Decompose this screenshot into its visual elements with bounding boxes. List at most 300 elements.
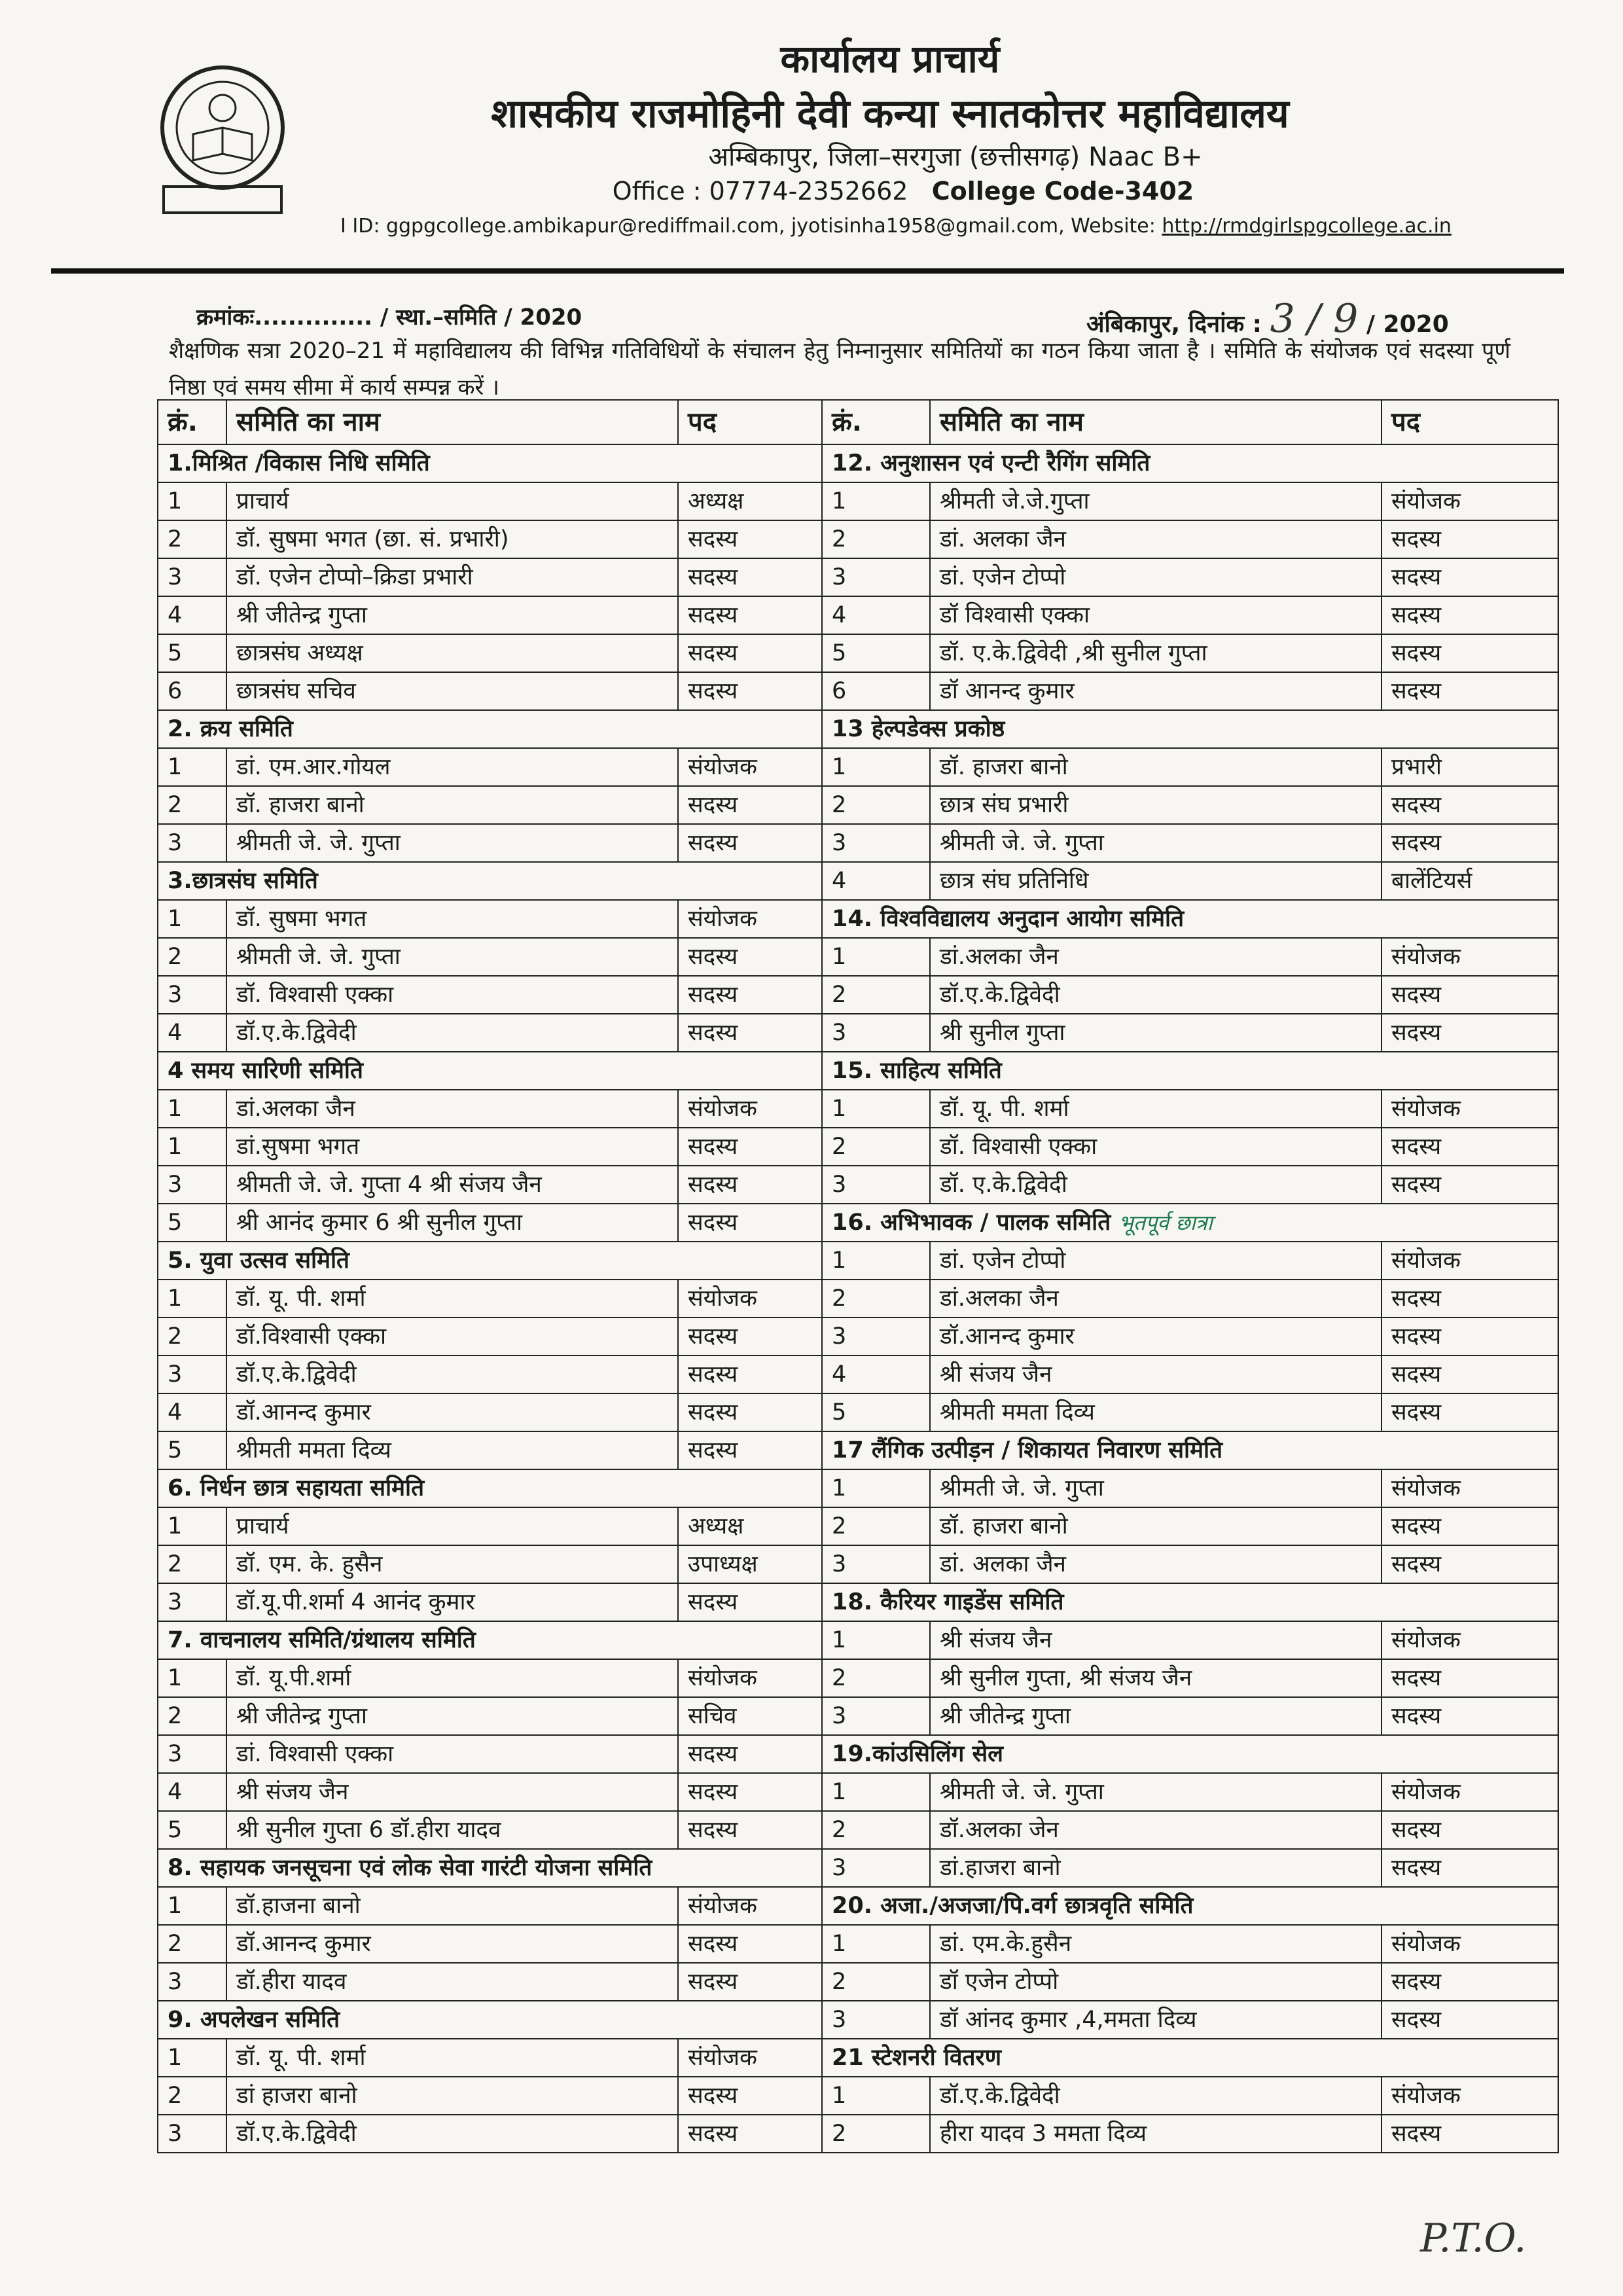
member-name-cell: डॉ विश्वासी एक्का: [930, 596, 1382, 634]
committee-title-text: 18. कैरियर गाइडेंस समिति: [832, 1589, 1064, 1615]
table-row: [158, 1507, 1558, 1545]
member-name-cell: डॉ.आनन्द कुमार: [930, 1318, 1382, 1355]
serial-cell: 5: [158, 634, 226, 672]
member-name-cell: श्रीमती जे. जे. गुप्ता: [226, 938, 678, 976]
table-row: [158, 1963, 1558, 2001]
member-name-cell: डॉ.ए.के.द्विवेदी: [226, 1355, 678, 1393]
member-name-cell: श्री सुनील गुप्ता, श्री संजय जैन: [930, 1659, 1382, 1697]
member-name-cell: डॉ. सुषमा भगत: [226, 900, 678, 938]
serial-cell: 2: [822, 1811, 930, 1849]
table-row: [158, 558, 1558, 596]
post-cell: सदस्य: [1382, 672, 1558, 710]
member-name-cell: डॉ. हाजरा बानो: [930, 748, 1382, 786]
serial-cell: 2: [822, 1280, 930, 1318]
serial-cell: 1: [822, 1242, 930, 1280]
post-cell: सदस्य: [678, 1925, 822, 1963]
post-cell: सदस्य: [1382, 2001, 1558, 2039]
post-cell: सदस्य: [678, 1318, 822, 1355]
col-post-left: पद: [678, 400, 822, 444]
serial-cell: 3: [822, 1545, 930, 1583]
committee-title: [822, 1431, 1558, 1469]
member-name-cell: छात्रसंघ अध्यक्ष: [226, 634, 678, 672]
post-cell: उपाध्यक्ष: [678, 1545, 822, 1583]
member-name-cell: श्रीमती जे.जे.गुप्ता: [930, 482, 1382, 520]
member-name-cell: डॉ. विश्वासी एक्का: [930, 1128, 1382, 1166]
member-name-cell: छात्र संघ प्रभारी: [930, 786, 1382, 824]
member-name-cell: डॉ. हाजरा बानो: [930, 1507, 1382, 1545]
post-cell: सदस्य: [678, 976, 822, 1014]
date-suffix: / 2020: [1366, 311, 1449, 338]
post-cell: सदस्य: [678, 672, 822, 710]
serial-cell: 1: [822, 938, 930, 976]
col-name-right: समिति का नाम: [930, 400, 1382, 444]
serial-cell: 2: [822, 1659, 930, 1697]
post-cell: संयोजक: [678, 748, 822, 786]
college-code: College Code-3402: [931, 177, 1194, 206]
post-cell: सदस्य: [678, 634, 822, 672]
serial-cell: 1: [158, 1090, 226, 1128]
post-cell: संयोजक: [678, 1280, 822, 1318]
member-name-cell: श्री आनंद कुमार 6 श्री सुनील गुप्ता: [226, 1204, 678, 1242]
reference-number: क्रमांकः.............. / स्था.–समिति / 2020: [196, 304, 582, 331]
member-name-cell: डां. एम.के.हुसैन: [930, 1925, 1382, 1963]
post-cell: संयोजक: [678, 1090, 822, 1128]
serial-cell: 6: [822, 672, 930, 710]
committee-table: [157, 399, 1559, 2153]
serial-cell: 1: [822, 748, 930, 786]
post-cell: सदस्य: [1382, 1507, 1558, 1545]
serial-cell: 3: [822, 1697, 930, 1735]
post-cell: सदस्य: [678, 1204, 822, 1242]
post-cell: संयोजक: [678, 2039, 822, 2077]
member-name-cell: श्री संजय जैन: [930, 1621, 1382, 1659]
member-name-cell: डां.अलका जैन: [226, 1090, 678, 1128]
intro-paragraph: शैक्षणिक सत्रा 2020–21 में महाविद्यालय की विभिन्न गतिविधियों के संचालन हेतु निम्नानुसार समितियों का गठन किया जाता है । समिति के संयोजक एवं सदस्या पूर्ण निष्ठा एवं समय सीमा में कार्य सम्पन्न करें ।: [169, 338, 1510, 401]
table-row: [158, 444, 1558, 482]
member-name-cell: डॉ. यू.पी.शर्मा: [226, 1659, 678, 1697]
serial-cell: 3: [158, 1963, 226, 2001]
table-row: [158, 1583, 1558, 1621]
committee-title: [822, 444, 1558, 482]
member-name-cell: डां. विश्वासी एक्का: [226, 1735, 678, 1773]
post-cell: संयोजक: [1382, 2077, 1558, 2115]
committee-title: 9. अपलेखन समिति: [158, 2001, 822, 2039]
member-name-cell: प्राचार्य: [226, 1507, 678, 1545]
table-row: [158, 1090, 1558, 1128]
pto-note: P.T.O.: [1420, 2215, 1527, 2261]
serial-cell: 2: [158, 1697, 226, 1735]
committee-title-text: 20. अजा./अजजा/पि.वर्ग छात्रवृति समिति: [832, 1893, 1194, 1919]
post-cell: सदस्य: [678, 1014, 822, 1052]
serial-cell: 2: [158, 520, 226, 558]
serial-cell: 2: [822, 1507, 930, 1545]
post-cell: सदस्य: [678, 938, 822, 976]
post-cell: अध्यक्ष: [678, 1507, 822, 1545]
serial-cell: 1: [158, 1887, 226, 1925]
post-cell: सदस्य: [1382, 1014, 1558, 1052]
serial-cell: 1: [158, 1507, 226, 1545]
serial-cell: 5: [158, 1811, 226, 1849]
member-name-cell: डॉ.ए.के.द्विवेदी: [930, 976, 1382, 1014]
col-post-right: पद: [1382, 400, 1558, 444]
post-cell: सदस्य: [1382, 1963, 1558, 2001]
committee-title: [822, 900, 1558, 938]
table-row: [158, 748, 1558, 786]
post-cell: प्रभारी: [1382, 748, 1558, 786]
post-cell: सदस्य: [678, 824, 822, 862]
table-row: [158, 1925, 1558, 1963]
table-row: [158, 1887, 1558, 1925]
post-cell: सदस्य: [1382, 1318, 1558, 1355]
post-cell: सदस्य: [678, 1393, 822, 1431]
post-cell: सदस्य: [1382, 1811, 1558, 1849]
table-row: [158, 1735, 1558, 1773]
handwritten-note: भूतपूर्व छात्रा: [1118, 1210, 1213, 1235]
table-row: [158, 1431, 1558, 1469]
serial-cell: 3: [158, 2115, 226, 2153]
member-name-cell: श्री जीतेन्द्र गुप्ता: [226, 596, 678, 634]
post-cell: सदस्य: [678, 1166, 822, 1204]
table-row: [158, 2115, 1558, 2153]
member-name-cell: श्री संजय जैन: [226, 1773, 678, 1811]
serial-cell: 3: [158, 1355, 226, 1393]
table-row: [158, 1204, 1558, 1242]
website-link[interactable]: http://rmdgirlspgcollege.ac.in: [1162, 215, 1452, 238]
table-row: [158, 1318, 1558, 1355]
member-name-cell: डॉ. यू. पी. शर्मा: [226, 1280, 678, 1318]
committee-title-text: 17 लैंगिक उत्पीड़न / शिकायत निवारण समिति: [832, 1437, 1223, 1463]
table-row: [158, 710, 1558, 748]
post-cell: सदस्य: [1382, 1545, 1558, 1583]
member-name-cell: छात्र संघ प्रतिनिधि: [930, 862, 1382, 900]
post-cell: सदस्य: [678, 1963, 822, 2001]
serial-cell: 2: [822, 1963, 930, 2001]
table-row: [158, 786, 1558, 824]
post-cell: सदस्य: [678, 520, 822, 558]
serial-cell: 4: [822, 862, 930, 900]
office-title: कार्यालय प्राचार्य: [780, 37, 1000, 81]
member-name-cell: डॉ.ए.के.द्विवेदी: [226, 1014, 678, 1052]
serial-cell: 1: [822, 2077, 930, 2115]
serial-cell: 1: [158, 1659, 226, 1697]
serial-cell: 1: [822, 1773, 930, 1811]
table-row: [158, 2039, 1558, 2077]
serial-cell: 2: [822, 1128, 930, 1166]
serial-cell: 1: [158, 482, 226, 520]
col-sr-right: क्रं.: [822, 400, 930, 444]
post-cell: सदस्य: [678, 1773, 822, 1811]
member-name-cell: डां. एम.आर.गोयल: [226, 748, 678, 786]
committee-title: 1.मिश्रित /विकास निधि समिति: [158, 444, 822, 482]
table-row: [158, 1659, 1558, 1697]
email-line: [340, 215, 1452, 238]
committee-title: [822, 1887, 1558, 1925]
committee-title-text: 12. अनुशासन एवं एन्टी रैगिंग समिति: [832, 450, 1150, 476]
serial-cell: 3: [822, 1849, 930, 1887]
post-cell: सदस्य: [678, 1811, 822, 1849]
post-cell: संयोजक: [1382, 1090, 1558, 1128]
member-name-cell: छात्रसंघ सचिव: [226, 672, 678, 710]
member-name-cell: डां.सुषमा भगत: [226, 1128, 678, 1166]
table-row: [158, 596, 1558, 634]
committee-title-text: 16. अभिभावक / पालक समिति: [832, 1210, 1111, 1236]
table-row: [158, 1545, 1558, 1583]
member-name-cell: श्री जीतेन्द्र गुप्ता: [226, 1697, 678, 1735]
member-name-cell: डां.अलका जैन: [930, 938, 1382, 976]
member-name-cell: श्रीमती जे. जे. गुप्ता: [930, 824, 1382, 862]
serial-cell: 1: [822, 1469, 930, 1507]
table-row: [158, 1052, 1558, 1090]
member-name-cell: श्री सुनील गुप्ता: [930, 1014, 1382, 1052]
serial-cell: 3: [822, 558, 930, 596]
serial-cell: 3: [158, 1166, 226, 1204]
post-cell: सदस्य: [1382, 1128, 1558, 1166]
member-name-cell: डॉ. ए.के.द्विवेदी: [930, 1166, 1382, 1204]
table-row: [158, 1849, 1558, 1887]
post-cell: सदस्य: [1382, 558, 1558, 596]
member-name-cell: डॉ आंनद कुमार ,4,ममता दिव्य: [930, 2001, 1382, 2039]
committee-title: 4 समय सारिणी समिति: [158, 1052, 822, 1090]
post-cell: सदस्य: [678, 1735, 822, 1773]
serial-cell: 1: [158, 900, 226, 938]
serial-cell: 5: [158, 1431, 226, 1469]
serial-cell: 1: [822, 482, 930, 520]
serial-cell: 1: [158, 1280, 226, 1318]
serial-cell: 2: [822, 2115, 930, 2153]
col-name-left: समिति का नाम: [226, 400, 678, 444]
serial-cell: 3: [822, 1166, 930, 1204]
committee-title: 6. निर्धन छात्र सहायता समिति: [158, 1469, 822, 1507]
table-row: [158, 634, 1558, 672]
member-name-cell: डॉ. यू. पी. शर्मा: [226, 2039, 678, 2077]
serial-cell: 1: [158, 1128, 226, 1166]
post-cell: सचिव: [678, 1697, 822, 1735]
post-cell: सदस्य: [678, 1355, 822, 1393]
serial-cell: 2: [158, 1545, 226, 1583]
committee-title: 3.छात्रसंघ समिति: [158, 862, 822, 900]
member-name-cell: श्री संजय जैन: [930, 1355, 1382, 1393]
post-cell: संयोजक: [1382, 1469, 1558, 1507]
member-name-cell: श्री जीतेन्द्र गुप्ता: [930, 1697, 1382, 1735]
member-name-cell: श्रीमती जे. जे. गुप्ता: [930, 1773, 1382, 1811]
serial-cell: 3: [158, 1583, 226, 1621]
table-row: [158, 900, 1558, 938]
member-name-cell: डॉ.हीरा यादव: [226, 1963, 678, 2001]
serial-cell: 1: [822, 1090, 930, 1128]
table-row: [158, 1355, 1558, 1393]
table-row: [158, 1128, 1558, 1166]
post-cell: संयोजक: [1382, 1621, 1558, 1659]
post-cell: सदस्य: [1382, 824, 1558, 862]
serial-cell: 2: [158, 2077, 226, 2115]
serial-cell: 2: [822, 520, 930, 558]
serial-cell: 4: [822, 1355, 930, 1393]
post-cell: सदस्य: [1382, 1849, 1558, 1887]
serial-cell: 3: [822, 824, 930, 862]
table-row: [158, 520, 1558, 558]
committee-title: [822, 710, 1558, 748]
table-row: [158, 1280, 1558, 1318]
serial-cell: 2: [158, 1318, 226, 1355]
committee-title-text: 14. विश्वविद्यालय अनुदान आयोग समिति: [832, 906, 1185, 932]
post-cell: सदस्य: [1382, 1393, 1558, 1431]
post-cell: सदस्य: [678, 1583, 822, 1621]
college-name: शासकीय राजमोहिनी देवी कन्या स्नातकोत्तर महाविद्यालय: [491, 91, 1289, 137]
member-name-cell: हीरा यादव 3 ममता दिव्य: [930, 2115, 1382, 2153]
member-name-cell: डॉ.अलका जेन: [930, 1811, 1382, 1849]
table-row: [158, 862, 1558, 900]
member-name-cell: डॉ. विश्वासी एक्का: [226, 976, 678, 1014]
member-name-cell: डॉ.ए.के.द्विवेदी: [226, 2115, 678, 2153]
email-text: I ID: ggpgcollege.ambikapur@rediffmail.com, jyotisinha1958@gmail.com, Website:: [340, 215, 1162, 238]
serial-cell: 4: [158, 1773, 226, 1811]
serial-cell: 3: [822, 1318, 930, 1355]
table-row: [158, 482, 1558, 520]
member-name-cell: डॉ.आनन्द कुमार: [226, 1925, 678, 1963]
member-name-cell: डॉ.ए.के.द्विवेदी: [930, 2077, 1382, 2115]
post-cell: सदस्य: [678, 1431, 822, 1469]
post-cell: सदस्य: [678, 786, 822, 824]
committee-title: [822, 1583, 1558, 1621]
committee-title: 2. क्रय समिति: [158, 710, 822, 748]
post-cell: संयोजक: [678, 1887, 822, 1925]
serial-cell: 2: [158, 938, 226, 976]
post-cell: सदस्य: [678, 596, 822, 634]
post-cell: संयोजक: [1382, 1773, 1558, 1811]
committee-title: [822, 1204, 1558, 1242]
member-name-cell: श्रीमती जे. जे. गुप्ता: [930, 1469, 1382, 1507]
table-row: [158, 1014, 1558, 1052]
office-phone: Office : 07774-2352662: [612, 177, 908, 206]
committee-title: 5. युवा उत्सव समिति: [158, 1242, 822, 1280]
post-cell: सदस्य: [1382, 634, 1558, 672]
serial-cell: 3: [822, 1014, 930, 1052]
serial-cell: 5: [822, 634, 930, 672]
member-name-cell: श्रीमती ममता दिव्य: [226, 1431, 678, 1469]
member-name-cell: डॉ.विश्वासी एक्का: [226, 1318, 678, 1355]
table-row: [158, 2001, 1558, 2039]
table-row: [158, 1166, 1558, 1204]
serial-cell: 1: [158, 748, 226, 786]
post-cell: संयोजक: [1382, 1242, 1558, 1280]
post-cell: सदस्य: [678, 2077, 822, 2115]
member-name-cell: श्री सुनील गुप्ता 6 डॉ.हीरा यादव: [226, 1811, 678, 1849]
table-row: [158, 1242, 1558, 1280]
serial-cell: 4: [158, 1014, 226, 1052]
member-name-cell: डॉ.यू.पी.शर्मा 4 आनंद कुमार: [226, 1583, 678, 1621]
post-cell: सदस्य: [1382, 2115, 1558, 2153]
table-row: [158, 824, 1558, 862]
serial-cell: 2: [158, 786, 226, 824]
member-name-cell: डां. एजेन टोप्पो: [930, 558, 1382, 596]
member-name-cell: डॉ आनन्द कुमार: [930, 672, 1382, 710]
member-name-cell: डां. अलका जैन: [930, 1545, 1382, 1583]
post-cell: अध्यक्ष: [678, 482, 822, 520]
serial-cell: 3: [158, 558, 226, 596]
committee-title: [822, 2039, 1558, 2077]
committee-title-text: 13 हेल्पडेक्स प्रकोष्ठ: [832, 716, 1005, 742]
post-cell: संयोजक: [678, 1659, 822, 1697]
serial-cell: 4: [158, 1393, 226, 1431]
committee-title-text: 15. साहित्य समिति: [832, 1058, 1002, 1084]
member-name-cell: डां.हाजरा बानो: [930, 1849, 1382, 1887]
post-cell: सदस्य: [678, 558, 822, 596]
serial-cell: 4: [822, 596, 930, 634]
college-address: अम्बिकापुर, जिला–सरगुजा (छत्तीसगढ़) Naac B+: [708, 142, 1203, 172]
serial-cell: 2: [158, 1925, 226, 1963]
member-name-cell: डॉ. हाजरा बानो: [226, 786, 678, 824]
member-name-cell: श्रीमती जे. जे. गुप्ता 4 श्री संजय जैन: [226, 1166, 678, 1204]
post-cell: संयोजक: [1382, 482, 1558, 520]
post-cell: सदस्य: [1382, 1280, 1558, 1318]
serial-cell: 2: [822, 976, 930, 1014]
post-cell: बालेंटियर्स: [1382, 862, 1558, 900]
serial-cell: 1: [822, 1925, 930, 1963]
post-cell: सदस्य: [678, 2115, 822, 2153]
serial-cell: 4: [158, 596, 226, 634]
col-sr-left: क्रं.: [158, 400, 226, 444]
serial-cell: 6: [158, 672, 226, 710]
committee-title-text: 21 स्टेशनरी वितरण: [832, 2045, 1002, 2071]
header-divider: [51, 268, 1564, 274]
table-row: [158, 938, 1558, 976]
table-row: [158, 1697, 1558, 1735]
post-cell: सदस्य: [1382, 1659, 1558, 1697]
serial-cell: 2: [822, 786, 930, 824]
table-row: [158, 1811, 1558, 1849]
member-name-cell: डां. एजेन टोप्पो: [930, 1242, 1382, 1280]
serial-cell: 3: [158, 824, 226, 862]
post-cell: संयोजक: [1382, 1925, 1558, 1963]
member-name-cell: श्रीमती जे. जे. गुप्ता: [226, 824, 678, 862]
serial-cell: 3: [158, 976, 226, 1014]
member-name-cell: डां हाजरा बानो: [226, 2077, 678, 2115]
table-row: [158, 1773, 1558, 1811]
post-cell: सदस्य: [678, 1128, 822, 1166]
member-name-cell: डां. अलका जैन: [930, 520, 1382, 558]
serial-cell: 5: [158, 1204, 226, 1242]
post-cell: सदस्य: [1382, 1166, 1558, 1204]
member-name-cell: डॉ. सुषमा भगत (छा. सं. प्रभारी): [226, 520, 678, 558]
member-name-cell: डां.अलका जैन: [930, 1280, 1382, 1318]
post-cell: सदस्य: [1382, 1355, 1558, 1393]
table-row: [158, 672, 1558, 710]
committee-title: [822, 1052, 1558, 1090]
post-cell: सदस्य: [1382, 976, 1558, 1014]
serial-cell: 1: [822, 1621, 930, 1659]
table-header-row: [158, 400, 1558, 444]
member-name-cell: डॉ. ए.के.द्विवेदी ,श्री सुनील गुप्ता: [930, 634, 1382, 672]
post-cell: सदस्य: [1382, 786, 1558, 824]
member-name-cell: डॉ.हाजना बानो: [226, 1887, 678, 1925]
table-row: [158, 2077, 1558, 2115]
table-row: [158, 1469, 1558, 1507]
serial-cell: 3: [822, 2001, 930, 2039]
serial-cell: 1: [158, 2039, 226, 2077]
member-name-cell: प्राचार्य: [226, 482, 678, 520]
date-prefix: अंबिकापुर, दिनांक :: [1086, 311, 1262, 338]
serial-cell: 5: [822, 1393, 930, 1431]
member-name-cell: डॉ एजेन टोप्पो: [930, 1963, 1382, 2001]
member-name-cell: डॉ. यू. पी. शर्मा: [930, 1090, 1382, 1128]
member-name-cell: डॉ. एजेन टोप्पो–क्रिडा प्रभारी: [226, 558, 678, 596]
committee-title: 8. सहायक जनसूचना एवं लोक सेवा गारंटी योजना समिति: [158, 1849, 822, 1887]
post-cell: संयोजक: [678, 900, 822, 938]
committee-title: [822, 1735, 1558, 1773]
date-handwritten: 3 / 9: [1270, 296, 1359, 342]
post-cell: सदस्य: [1382, 596, 1558, 634]
serial-cell: 3: [158, 1735, 226, 1773]
